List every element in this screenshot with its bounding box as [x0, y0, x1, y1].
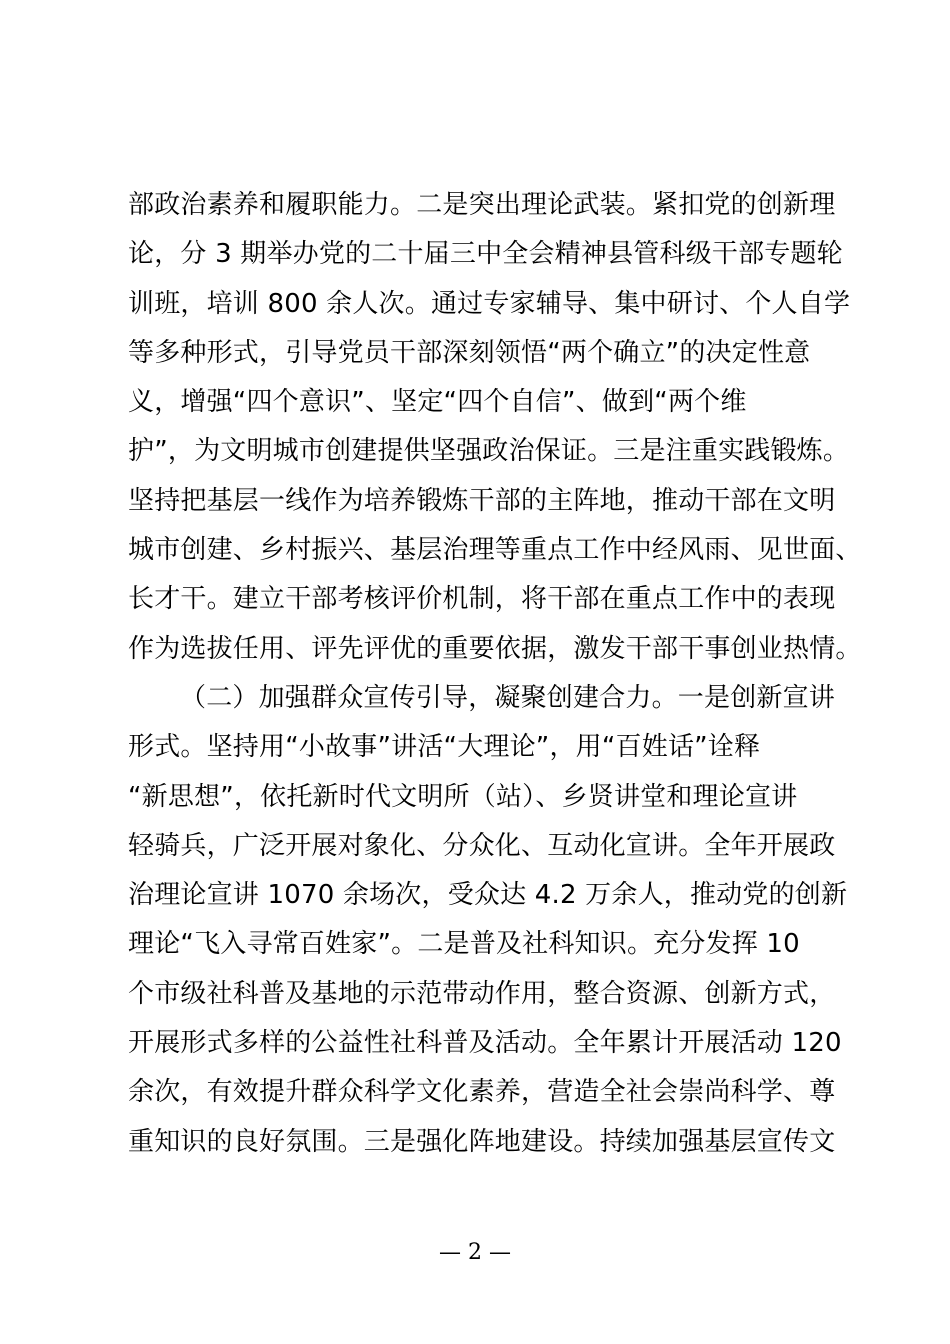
text-line: 论，分 3 期举办党的二十届三中全会精神县管科级干部专题轮 [128, 239, 843, 270]
text-line: 部政治素养和履职能力。二是突出理论武装。紧扣党的创新理 [128, 190, 836, 220]
text-line: 开展形式多样的公益性社科普及活动。全年累计开展活动 120 [128, 1028, 842, 1059]
text-line: 作为选拔任用、评先评优的重要依据，激发干部干事创业热情。 [128, 633, 862, 664]
text-line: 治理论宣讲 1070 余场次，受众达 4.2 万余人，推动党的创新 [128, 880, 848, 911]
text-line: 等多种形式，引导党员干部深刻领悟“两个确立”的决定性意 [128, 337, 811, 368]
text-line: 护”，为文明城市创建提供坚强政治保证。三是注重实践锻炼。 [128, 436, 850, 467]
text-line: 个市级社科普及基地的示范带动作用，整合资源、创新方式， [128, 978, 836, 1009]
text-line: 城市创建、乡村振兴、基层治理等重点工作中经风雨、见世面、 [128, 535, 862, 566]
text-line: 坚持把基层一线作为培养锻炼干部的主阵地，推动干部在文明 [128, 485, 836, 516]
body-text [128, 181, 862, 1167]
text-line: 训班，培训 800 余人次。通过专家辅导、集中研讨、个人自学 [128, 288, 851, 319]
text-line: 轻骑兵，广泛开展对象化、分众化、互动化宣讲。全年开展政 [128, 830, 836, 861]
text-line: 义，增强“四个意识”、坚定“四个自信”、做到“两个维 [128, 387, 747, 418]
section-heading-line: （二）加强群众宣传引导，凝聚创建合力。一是创新宣讲 [180, 682, 836, 713]
text-line: 理论“飞入寻常百姓家”。二是普及社科知识。充分发挥 10 [128, 929, 800, 960]
text-line: 重知识的良好氛围。三是强化阵地建设。持续加强基层宣传文 [128, 1126, 836, 1157]
text-line: “新思想”，依托新时代文明所（站）、乡贤讲堂和理论宣讲 [128, 781, 798, 812]
page-number: — 2 — [439, 1240, 511, 1265]
text-line: 形式。坚持用“小故事”讲活“大理论”，用“百姓话”诠释 [128, 732, 761, 763]
text-line: 长才干。建立干部考核评价机制，将干部在重点工作中的表现 [128, 584, 836, 615]
text-line: 余次，有效提升群众科学文化素养，营造全社会崇尚科学、尊 [128, 1077, 836, 1108]
